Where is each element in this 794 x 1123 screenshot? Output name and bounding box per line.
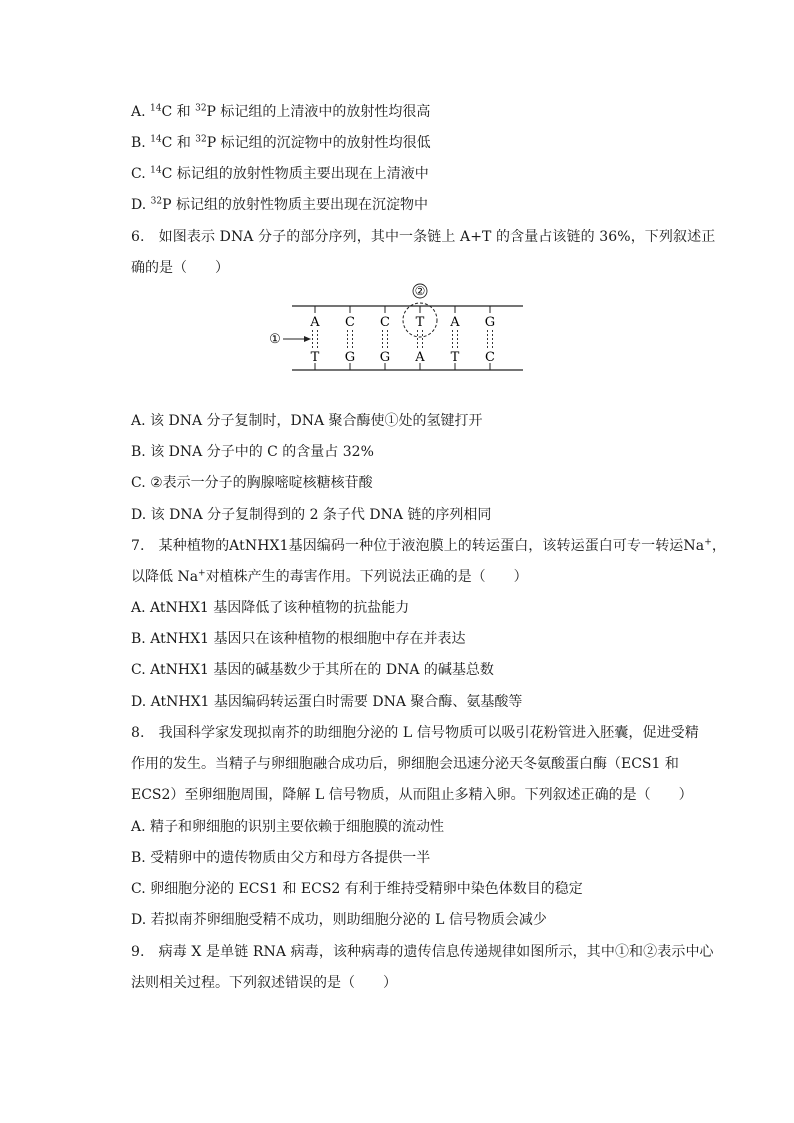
bottom-base-A: A xyxy=(415,350,425,365)
label-2: ② xyxy=(414,284,426,298)
q8-stem-line2: 作用的发生。当精子与卵细胞融合成功后，卵细胞会迅速分泌天冬氨酸蛋白酶（ECS1 和 xyxy=(131,756,679,772)
bottom-base-T: T xyxy=(450,350,460,365)
q8-number: 8. xyxy=(131,725,145,741)
top-base-C: C xyxy=(380,315,390,330)
bottom-base-G: G xyxy=(344,350,356,365)
q7-number: 7. xyxy=(131,538,145,554)
top-base-G: G xyxy=(484,315,496,330)
q8-stem-line3: ECS2）至卵细胞周围，降解 L 信号物质，从而阻止多精入卵。下列叙述正确的是（ ） xyxy=(131,787,693,803)
q9-stem-line2: 法则相关过程。下列叙述错误的是（ ） xyxy=(131,975,397,991)
q9-number: 9. xyxy=(131,944,145,960)
top-base-T: T xyxy=(415,315,425,330)
q8-option-d: D. 若拟南芥卵细胞受精不成功，则助细胞分泌的 L 信号物质会减少 xyxy=(131,912,547,928)
q5-option-d: D. $^{32}$P 标记组的放射性物质主要出现在沉淀物中 xyxy=(131,196,428,213)
q7-option-c: C. AtNHX1 基因的碱基数少于其所在的 DNA 的碱基总数 xyxy=(131,662,494,678)
q7-option-d: D. AtNHX1 基因编码转运蛋白时需要 DNA 聚合酶、氨基酸等 xyxy=(131,694,523,710)
q6-stem-line2: 确的是（ ） xyxy=(131,260,229,276)
dna-sequence-diagram xyxy=(265,282,535,377)
q5-option-b: B. $^{14}$C 和 $^{32}$P 标记组的沉淀物中的放射性均很低 xyxy=(131,134,431,151)
q6-option-c: C. ②表示一分子的胸腺嘧啶核糖核苷酸 xyxy=(131,475,373,491)
base-pairs xyxy=(309,306,495,370)
top-base-A: A xyxy=(310,315,320,330)
q5-option-a: A. $^{14}$C 和 $^{32}$P 标记组的上清液中的放射性均很高 xyxy=(131,103,431,120)
q7-stem-line1: 7. 某种植物的AtNHX1基因编码一种位于液泡膜上的转运蛋白，该转运蛋白可专一转运Na+， xyxy=(131,537,726,554)
q6-number: 6. xyxy=(131,229,145,245)
arrow-head-icon xyxy=(304,336,311,342)
q5-option-c: C. $^{14}$C 标记组的放射性物质主要出现在上清液中 xyxy=(131,165,429,182)
q9-stem-line1: 9. 病毒 X 是单链 RNA 病毒，该种病毒的遗传信息传递规律如图所示，其中①和②表示中心 xyxy=(131,944,714,960)
bottom-base-C: C xyxy=(485,350,495,365)
q7-stem-line2: 以降低 Na+对植株产生的毒害作用。下列说法正确的是（ ） xyxy=(131,568,528,585)
q8-option-b: B. 受精卵中的遗传物质由父方和母方各提供一半 xyxy=(131,850,431,866)
top-base-A: A xyxy=(450,315,460,330)
q6-option-b: B. 该 DNA 分子中的 C 的含量占 32% xyxy=(131,444,374,460)
label-1: ① xyxy=(269,332,281,347)
top-base-C: C xyxy=(345,315,355,330)
q6-stem-line1: 6. 如图表示 DNA 分子的部分序列，其中一条链上 A+T 的含量占该链的 36%，下列叙述正 xyxy=(131,229,716,245)
q8-option-a: A. 精子和卵细胞的识别主要依赖于细胞膜的流动性 xyxy=(131,819,445,835)
bottom-base-T: T xyxy=(310,350,320,365)
q7-option-a: A. AtNHX1 基因降低了该种植物的抗盐能力 xyxy=(131,600,410,616)
q7-option-b: B. AtNHX1 基因只在该种植物的根细胞中存在并表达 xyxy=(131,631,466,647)
q8-option-c: C. 卵细胞分泌的 ECS1 和 ECS2 有利于维持受精卵中染色体数目的稳定 xyxy=(131,881,583,897)
bottom-base-G: G xyxy=(379,350,391,365)
q8-stem-line1: 8. 我国科学家发现拟南芥的助细胞分泌的 L 信号物质可以吸引花粉管进入胚囊，促进受精 xyxy=(131,725,699,741)
q6-option-d: D. 该 DNA 分子复制得到的 2 条子代 DNA 链的序列相同 xyxy=(131,507,492,523)
q6-option-a: A. 该 DNA 分子复制时，DNA 聚合酶使①处的氢键打开 xyxy=(131,413,483,429)
